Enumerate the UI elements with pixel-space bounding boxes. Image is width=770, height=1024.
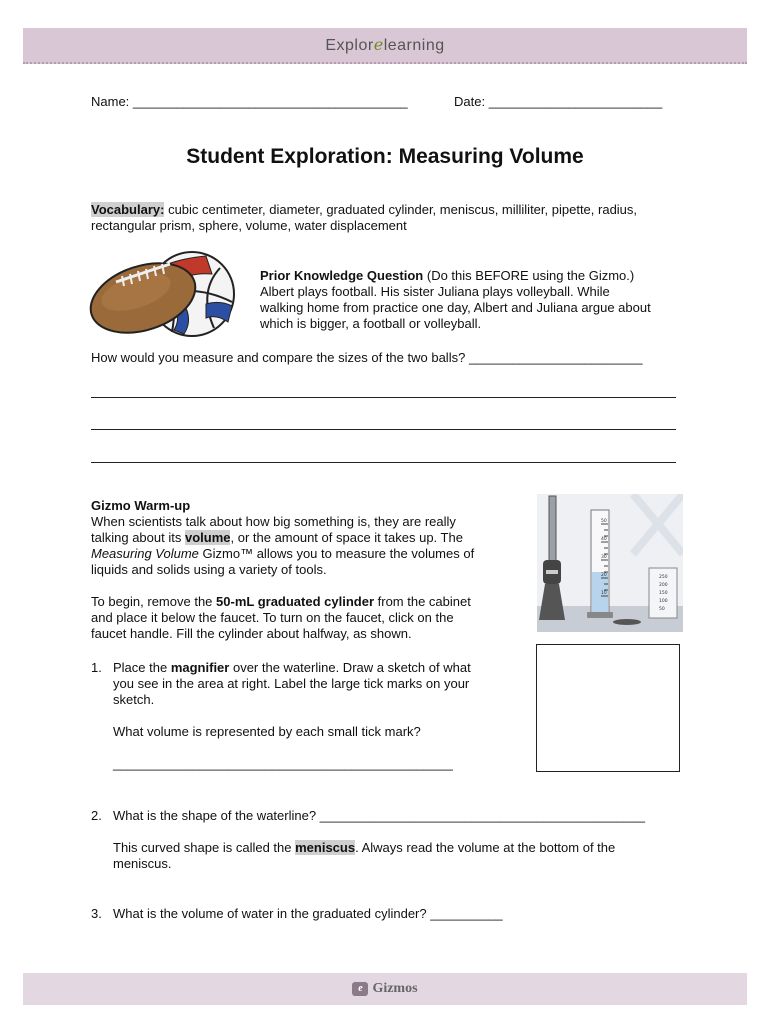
graduated-cylinder-illustration <box>537 494 683 632</box>
question-3: 3. What is the volume of water in the graduated cylinder? __________ <box>91 906 503 921</box>
vocabulary: Vocabulary: cubic centimeter, diameter, graduated cylinder, meniscus, milliliter, pipette, radius, rectangular prism, sphere, volume, water displacement <box>91 202 638 233</box>
footer-banner <box>23 973 747 1005</box>
question-2: 2. What is the shape of the waterline? _____________________________________________ This curved shape is called the meniscus. Always read the volume at the bottom of the meniscus. <box>91 808 646 871</box>
page-title: Student Exploration: Measuring Volume <box>186 145 584 168</box>
cylinder-tick-label: 10 <box>601 591 607 596</box>
beaker-tick-label: 100 <box>659 599 668 604</box>
beaker-tick-label: 200 <box>659 583 668 588</box>
gizmos-logo: e Gizmos <box>352 981 417 997</box>
cylinder-tick-label: 40 <box>601 537 607 542</box>
cylinder-tick-label: 50 <box>601 519 607 524</box>
date-field: Date: ________________________ <box>454 94 663 109</box>
header-banner <box>23 28 747 64</box>
gizmo-warmup: Gizmo Warm-up When scientists talk about how big something is, they are really talking about its volume, or the amount of space it takes up. The Measuring Volume Gizmo™ allows you to measure the volumes of liquids and solids using a variety of tools. To begin, remove the 50-mL graduated cylinder from the cabinet and place it below the faucet. To turn on the faucet, click on the faucet handle. Fill the cylinder about halfway, as shown. <box>91 498 511 642</box>
gizmos-logo-icon: e <box>352 982 368 996</box>
compare-question: How would you measure and compare the sizes of the two balls? ________________________ <box>91 350 643 365</box>
question-1: 1. Place the magnifier over the waterline. Draw a sketch of what you see in the area at right. Label the large tick marks on your sketch. What volume is represented by each small tick mark? _______________________________________________ <box>91 660 471 771</box>
sketch-area[interactable] <box>536 644 680 772</box>
explorelearning-logo: Explorelearning <box>325 35 445 54</box>
name-field: Name: ______________________________________ <box>91 94 408 109</box>
cylinder-tick-label: 20 <box>601 573 607 578</box>
answer-line <box>91 429 676 430</box>
beaker-tick-label: 250 <box>659 575 668 580</box>
cylinder-tick-label: 30 <box>601 555 607 560</box>
answer-line <box>91 397 676 398</box>
beaker-tick-label: 150 <box>659 591 668 596</box>
warmup-heading: Gizmo Warm-up <box>91 498 191 513</box>
beaker-tick-label: 50 <box>659 607 665 612</box>
football-volleyball-illustration <box>88 248 238 344</box>
prior-knowledge-question: Prior Knowledge Question (Do this BEFORE using the Gizmo.) Albert plays football. His sister Juliana plays volleyball. While walking home from practice one day, Albert and Juliana argue about which is bigger, a football or volleyball. <box>260 268 651 331</box>
answer-line <box>91 462 676 463</box>
